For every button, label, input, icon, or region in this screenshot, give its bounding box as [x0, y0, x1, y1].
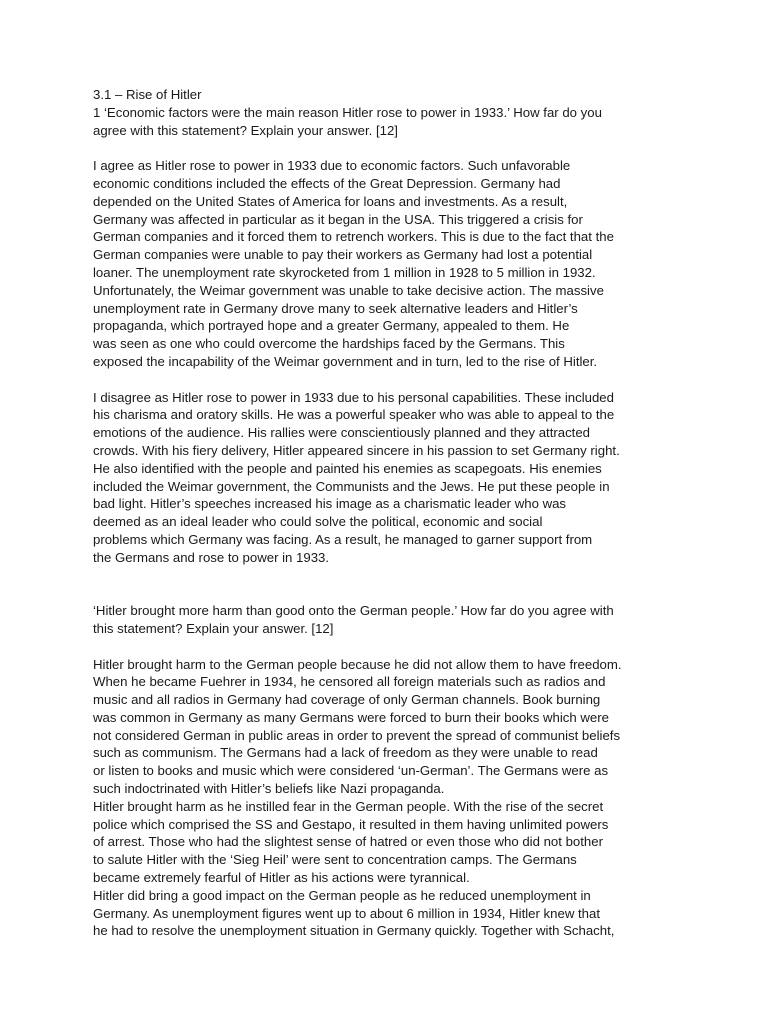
- question-1-paragraph-agree: [93, 157, 665, 371]
- text-line: crowds. With his fiery delivery, Hitler appeared sincere in his passion to set Germany right.: [93, 442, 620, 458]
- paragraph-spacer: [93, 638, 665, 656]
- text-line: included the Weimar government, the Communists and the Jews. He put these people in: [93, 478, 610, 494]
- text-line: bad light. Hitler’s speeches increased his image as a charismatic leader who was: [93, 496, 567, 512]
- question-2-paragraph-freedom: [93, 656, 665, 798]
- text-line: depended on the United States of America for loans and investments. As a result,: [93, 193, 568, 209]
- text-line: Hitler brought harm to the German people because he did not allow them to have freedom.: [93, 656, 622, 672]
- text-line: of arrest. Those who had the slightest sense of hatred or even those who did not bother: [93, 834, 603, 850]
- question-1-prompt: [93, 104, 665, 140]
- text-line: was seen as one who could overcome the hardships faced by the Germans. This: [93, 336, 565, 352]
- text-line: economic conditions included the effects of the Great Depression. Germany had: [93, 175, 561, 191]
- text-line: Unfortunately, the Weimar government was unable to take decisive action. The massive: [93, 282, 604, 298]
- text-line: this statement? Explain your answer. [12]: [93, 620, 334, 636]
- text-line: German companies and it forced them to retrench workers. This is due to the fact that the: [93, 229, 614, 245]
- text-line: his charisma and oratory skills. He was a powerful speaker who was able to appeal to the: [93, 407, 615, 423]
- text-line: became extremely fearful of Hitler as his actions were tyrannical.: [93, 870, 470, 886]
- question-1-paragraph-disagree: [93, 389, 665, 567]
- text-line: was common in Germany as many Germans were forced to burn their books which were: [93, 709, 609, 725]
- text-line: ‘Hitler brought more harm than good onto the German people.’ How far do you agree with: [93, 603, 614, 619]
- text-line: Hitler brought harm as he instilled fear in the German people. With the rise of the secret: [93, 798, 604, 814]
- text-line: 1 ‘Economic factors were the main reason Hitler rose to power in 1933.’ How far do you: [93, 104, 602, 120]
- section-title: 3.1 – Rise of Hitler: [93, 87, 202, 102]
- text-line: Germany. As unemployment figures went up to about 6 million in 1934, Hitler knew that: [93, 905, 601, 921]
- text-line: or listen to books and music which were considered ‘un-German’. The Germans were as: [93, 763, 609, 779]
- text-line: he had to resolve the unemployment situation in Germany quickly. Together with Schacht,: [93, 923, 615, 939]
- paragraph-spacer: [93, 371, 665, 389]
- text-line: emotions of the audience. His rallies were conscientiously planned and they attracted: [93, 425, 591, 441]
- text-line: loaner. The unemployment rate skyrocketed from 1 million in 1928 to 5 million in 1932.: [93, 264, 596, 280]
- text-line: not considered German in public areas in order to prevent the spread of communist beliefs: [93, 727, 621, 743]
- text-line: I agree as Hitler rose to power in 1933 due to economic factors. Such unfavorable: [93, 158, 571, 174]
- text-line: propaganda, which portrayed hope and a greater Germany, appealed to them. He: [93, 318, 570, 334]
- question-2-paragraph-unemployment: [93, 887, 665, 940]
- question-2-prompt: [93, 602, 665, 638]
- text-line: He also identified with the people and painted his enemies as scapegoats. His enemies: [93, 460, 602, 476]
- text-line: I disagree as Hitler rose to power in 1933 due to his personal capabilities. These included: [93, 389, 614, 405]
- text-line: When he became Fuehrer in 1934, he censored all foreign materials such as radios and: [93, 674, 606, 690]
- text-line: Hitler did bring a good impact on the German people as he reduced unemployment in: [93, 887, 591, 903]
- text-line: police which comprised the SS and Gestapo, it resulted in them having unlimited powers: [93, 816, 609, 832]
- section-spacer: [93, 567, 665, 603]
- text-line: exposed the incapability of the Weimar government and in turn, led to the rise of Hitler.: [93, 353, 598, 369]
- text-line: deemed as an ideal leader who could solve the political, economic and social: [93, 514, 543, 530]
- text-line: problems which Germany was facing. As a result, he managed to garner support from: [93, 531, 593, 547]
- question-2-paragraph-fear: [93, 798, 665, 887]
- text-line: music and all radios in Germany had coverage of only German channels. Book burning: [93, 692, 601, 708]
- text-line: unemployment rate in Germany drove many to seek alternative leaders and Hitler’s: [93, 300, 578, 316]
- text-line: such as communism. The Germans had a lack of freedom as they were unable to read: [93, 745, 598, 761]
- text-line: to salute Hitler with the ‘Sieg Heil’ were sent to concentration camps. The Germans: [93, 852, 577, 868]
- text-line: Germany was affected in particular as it began in the USA. This triggered a crisis for: [93, 211, 583, 227]
- text-line: German companies were unable to pay their workers as Germany had lost a potential: [93, 247, 593, 263]
- text-line: the Germans and rose to power in 1933.: [93, 549, 330, 565]
- text-column: [93, 86, 665, 940]
- text-line: agree with this statement? Explain your answer. [12]: [93, 122, 398, 138]
- text-line: such indoctrinated with Hitler’s beliefs like Nazi propaganda.: [93, 781, 445, 797]
- paragraph-spacer: [93, 139, 665, 157]
